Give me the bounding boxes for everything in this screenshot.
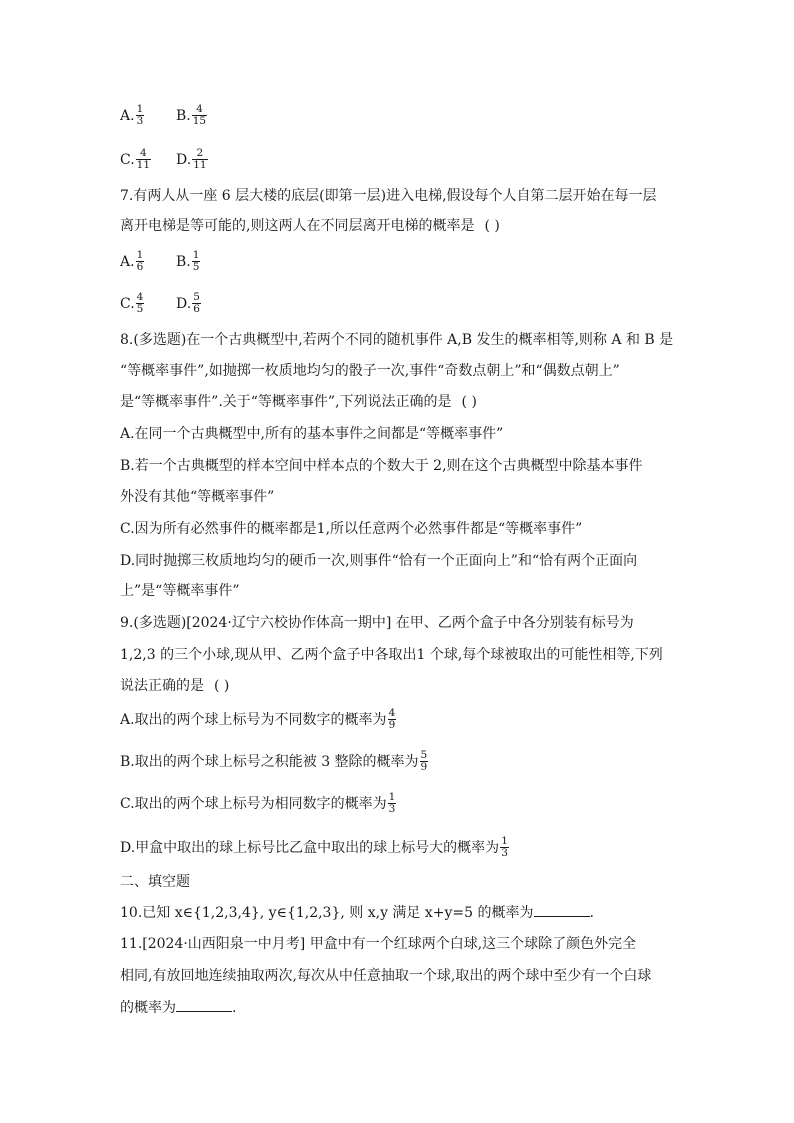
fraction: $\frac{1}{3}$ (388, 791, 396, 815)
fraction: $\frac{4}{11}$ (136, 147, 151, 171)
q8-stem-line1: 8.(多选题)在一个古典概型中,若两个不同的随机事件 A,B 发生的概率相等,则称 A 和 B 是 (120, 332, 674, 348)
q9-stem-line3: 说法正确的是 ( ) (120, 678, 230, 694)
fraction: $\frac{1}{5}$ (192, 249, 200, 273)
q8-stem-line2: “等概率事件”,如抛掷一枚质地均匀的骰子一次,事件“奇数点朝上”和“偶数点朝上” (120, 363, 620, 379)
fraction: $\frac{1}{3}$ (501, 835, 508, 859)
answer-parentheses: ( ) (461, 394, 477, 410)
q9-stem-line1: 9.(多选题)[2024·辽宁六校协作体高一期中] 在甲、乙两个盒子中各分别装有标号为 (120, 615, 634, 631)
q8-stem-line3: 是“等概率事件”.关于“等概率事件”,下列说法正确的是 ( ) (120, 394, 477, 410)
fraction: $\frac{1}{6}$ (136, 249, 144, 273)
q7-option-c: C. $\frac{4}{5}$ (120, 291, 144, 315)
fraction: $\frac{1}{3}$ (136, 103, 144, 127)
q8-option-b-line2: 外没有其他“等概率事件” (120, 489, 275, 505)
q9-stem-line2: 1,2,3 的三个小球,现从甲、乙两个盒子中各取出1 个球,每个球被取出的可能性相等,下列 (120, 647, 663, 663)
fraction: $\frac{4}{5}$ (136, 291, 144, 315)
q8-option-b-line1: B.若一个古典概型的样本空间中样本点的个数大于 2,则在这个古典概型中除基本事件 (120, 458, 643, 474)
q7-option-d: D. $\frac{5}{6}$ (176, 291, 200, 315)
q11-stem-line3: 的概率为 . (120, 997, 236, 1018)
q6-option-c: C. $\frac{4}{11}$ (120, 147, 151, 171)
fraction: $\frac{4}{15}$ (192, 103, 207, 127)
q8-option-d-line2: 上”是“等概率事件” (120, 583, 240, 599)
q6-option-d: D. $\frac{2}{11}$ (176, 147, 207, 171)
answer-parentheses: ( ) (484, 218, 500, 234)
fraction: $\frac{4}{9}$ (388, 707, 396, 731)
q10-stem: 10.已知 x∈{1,2,3,4}, y∈{1,2,3}, 则 x,y 满足 x+y=5 的概率为 . (120, 902, 594, 923)
q9-option-a: A.取出的两个球上标号为不同数字的概率为 $\frac{4}{9}$ (120, 707, 396, 731)
answer-parentheses: ( ) (214, 678, 230, 694)
q7-stem-line2: 离开电梯是等可能的,则这两人在不同层离开电梯的概率是 ( ) (120, 218, 500, 234)
q7-option-b: B. $\frac{1}{5}$ (176, 249, 200, 273)
answer-blank[interactable] (176, 997, 232, 1012)
q9-option-d: D.甲盒中取出的球上标号比乙盒中取出的球上标号大的概率为 $\frac{1}{3}$ (120, 835, 508, 859)
fraction: $\frac{5}{9}$ (420, 749, 428, 773)
q6-option-b: B. $\frac{4}{15}$ (176, 103, 207, 127)
section-heading: 二、填空题 (120, 874, 190, 890)
q8-option-a: A.在同一个古典概型中,所有的基本事件之间都是“等概率事件” (120, 426, 504, 442)
q7-option-a: A. $\frac{1}{6}$ (120, 249, 144, 273)
answer-blank[interactable] (534, 902, 590, 917)
fraction: $\frac{2}{11}$ (193, 147, 207, 171)
fraction: $\frac{5}{6}$ (193, 291, 200, 315)
q8-option-c: C.因为所有必然事件的概率都是1,所以任意两个必然事件都是“等概率事件” (120, 521, 583, 537)
q11-stem-line1: 11.[2024·山西阳泉一中月考] 甲盒中有一个红球两个白球,这三个球除了颜色外完全 (120, 936, 637, 952)
q6-option-a: A. $\frac{1}{3}$ (120, 103, 144, 127)
q9-option-b: B.取出的两个球上标号之积能被 3 整除的概率为 $\frac{5}{9}$ (120, 749, 428, 773)
q7-stem-line1: 7.有两人从一座 6 层大楼的底层(即第一层)进入电梯,假设每个人自第二层开始在每一层 (120, 188, 657, 204)
q11-stem-line2: 相同,有放回地连续抽取两次,每次从中任意抽取一个球,取出的两个球中至少有一个白球 (120, 968, 652, 984)
q8-option-d-line1: D.同时抛掷三枚质地均匀的硬币一次,则事件“恰有一个正面向上”和“恰有两个正面向 (120, 553, 638, 569)
q9-option-c: C.取出的两个球上标号为相同数字的概率为 $\frac{1}{3}$ (120, 791, 396, 815)
